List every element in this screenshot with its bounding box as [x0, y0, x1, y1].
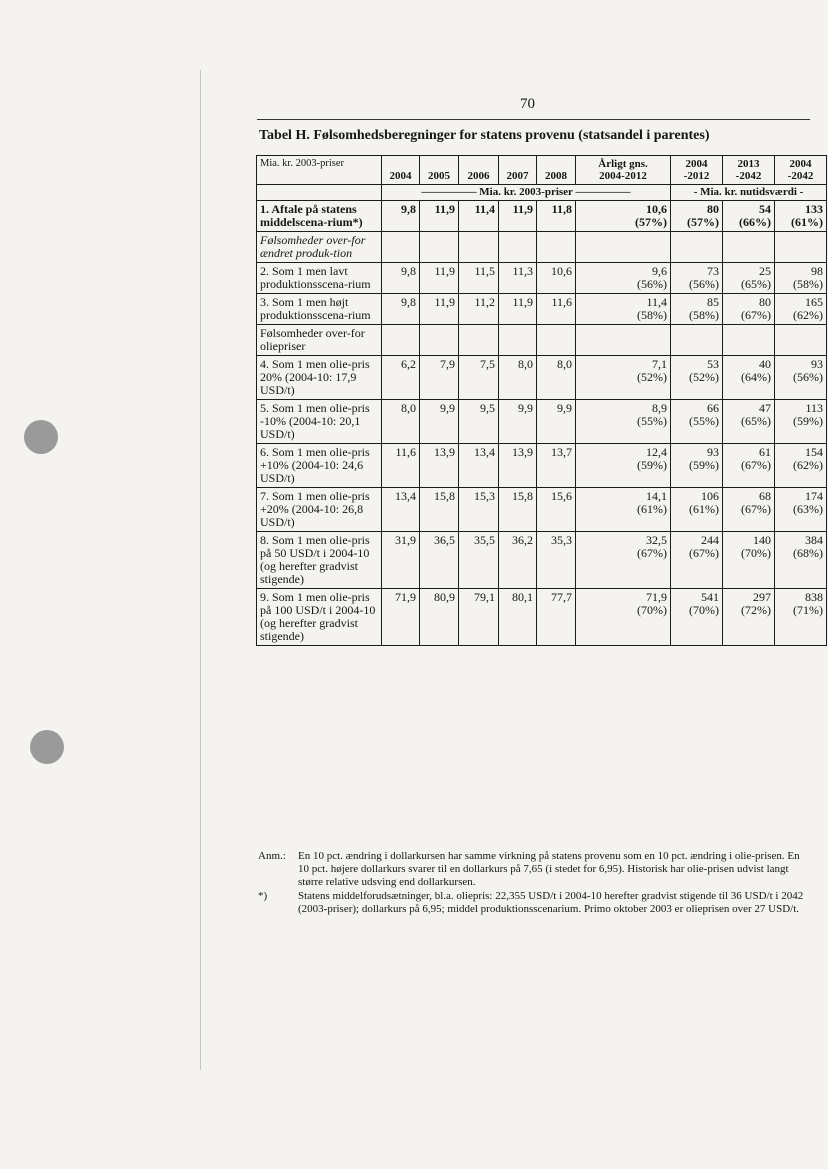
- note: *) Statens middelforudsætninger, bl.a. oliepris: 22,355 USD/t i 2004-10 herefter gradvist stigende til 36 USD/t i 2042 (2003-priser); dollarkurs på 6,95; middel produktionsscenarium. Primo oktober 2003 er olieprisen over 27 USD/t.: [258, 890, 804, 915]
- row-label: 9. Som 1 men olie-pris på 100 USD/t i 2004-10 (og herefter gradvist stigende): [257, 589, 382, 646]
- period-value: 106 (61%): [671, 488, 723, 532]
- year-value: [499, 325, 537, 356]
- year-value: 11,4: [459, 201, 499, 232]
- annual-average: 10,6 (57%): [576, 201, 671, 232]
- note: Anm.: En 10 pct. ændring i dollarkursen har samme virkning på statens provenu som en 10 pct. ændring i olie-prisen. En 10 pct. højere dollarkurs svarer til en dollarkurs på 7,65 (i stedet for 6,95). Historisk har olie-prisen udvist langt større relative udsving end dollarkursen.: [258, 850, 800, 888]
- table-row: [257, 201, 827, 232]
- period-value: 297 (72%): [723, 589, 775, 646]
- year-value: 13,9: [499, 444, 537, 488]
- annual-average: [576, 325, 671, 356]
- period-value: 40 (64%): [723, 356, 775, 400]
- year-value: 80,1: [499, 589, 537, 646]
- year-value: 9,8: [382, 201, 420, 232]
- year-value: 11,8: [537, 201, 576, 232]
- year-value: 11,9: [499, 201, 537, 232]
- year-value: 13,9: [420, 444, 459, 488]
- period-value: 53 (52%): [671, 356, 723, 400]
- header-annual-average: Årligt gns. 2004-2012: [576, 156, 671, 185]
- year-value: 7,5: [459, 356, 499, 400]
- punch-hole-bottom: [30, 730, 64, 764]
- table-caption: Tabel H. Følsomhedsberegninger for statens provenu (statsandel i parentes): [259, 128, 710, 143]
- year-value: [537, 232, 576, 263]
- table-row: [257, 356, 827, 400]
- table-row: [257, 400, 827, 444]
- table-row: [257, 488, 827, 532]
- period-value: 80 (57%): [671, 201, 723, 232]
- table-row: [257, 589, 827, 646]
- period-value: 61 (67%): [723, 444, 775, 488]
- year-value: 11,9: [420, 263, 459, 294]
- year-value: 36,2: [499, 532, 537, 589]
- row-label: Følsomheder over-for oliepriser: [257, 325, 382, 356]
- period-value: 838 (71%): [775, 589, 827, 646]
- period-value: 154 (62%): [775, 444, 827, 488]
- table-row: [257, 294, 827, 325]
- year-value: 77,7: [537, 589, 576, 646]
- period-value: 244 (67%): [671, 532, 723, 589]
- period-value: 140 (70%): [723, 532, 775, 589]
- header-year: 2007: [499, 156, 537, 185]
- year-value: 11,9: [420, 201, 459, 232]
- header-period: 2004 -2012: [671, 156, 723, 185]
- period-value: 165 (62%): [775, 294, 827, 325]
- period-value: [775, 325, 827, 356]
- year-value: 11,6: [537, 294, 576, 325]
- row-label: 1. Aftale på statens middelscena-rium*): [257, 201, 382, 232]
- table-row: [257, 444, 827, 488]
- table-row: [257, 263, 827, 294]
- year-value: [499, 232, 537, 263]
- year-value: 9,5: [459, 400, 499, 444]
- year-value: 35,3: [537, 532, 576, 589]
- period-value: 113 (59%): [775, 400, 827, 444]
- table-notes: [258, 850, 810, 917]
- row-label: 4. Som 1 men olie-pris 20% (2004-10: 17,9 USD/t): [257, 356, 382, 400]
- period-value: 93 (56%): [775, 356, 827, 400]
- period-value: [723, 325, 775, 356]
- row-label: 6. Som 1 men olie-pris +10% (2004-10: 24,6 USD/t): [257, 444, 382, 488]
- year-value: 8,0: [499, 356, 537, 400]
- year-value: 31,9: [382, 532, 420, 589]
- header-rule: [257, 119, 810, 120]
- year-value: 9,8: [382, 294, 420, 325]
- header-year: 2008: [537, 156, 576, 185]
- table-row: [257, 532, 827, 589]
- annual-average: 11,4 (58%): [576, 294, 671, 325]
- header-period: 2004 -2042: [775, 156, 827, 185]
- annual-average: 71,9 (70%): [576, 589, 671, 646]
- punch-hole-top: [24, 420, 58, 454]
- period-value: [671, 232, 723, 263]
- year-value: [382, 232, 420, 263]
- year-value: [382, 325, 420, 356]
- annual-average: 12,4 (59%): [576, 444, 671, 488]
- row-label: 5. Som 1 men olie-pris -10% (2004-10: 20,1 USD/t): [257, 400, 382, 444]
- table-header-row: [257, 156, 827, 185]
- year-value: [420, 232, 459, 263]
- period-value: 541 (70%): [671, 589, 723, 646]
- row-label: 7. Som 1 men olie-pris +20% (2004-10: 26,8 USD/t): [257, 488, 382, 532]
- year-value: 35,5: [459, 532, 499, 589]
- period-value: 47 (65%): [723, 400, 775, 444]
- annual-average: 9,6 (56%): [576, 263, 671, 294]
- year-value: [537, 325, 576, 356]
- year-value: 11,9: [420, 294, 459, 325]
- period-value: 80 (67%): [723, 294, 775, 325]
- header-year: 2006: [459, 156, 499, 185]
- year-value: 15,8: [499, 488, 537, 532]
- year-value: 13,4: [459, 444, 499, 488]
- period-value: 133 (61%): [775, 201, 827, 232]
- period-value: 98 (58%): [775, 263, 827, 294]
- row-label: 3. Som 1 men højt produktionsscena-rium: [257, 294, 382, 325]
- year-value: 6,2: [382, 356, 420, 400]
- row-label: 8. Som 1 men olie-pris på 50 USD/t i 2004-10 (og herefter gradvist stigende): [257, 532, 382, 589]
- period-value: 25 (65%): [723, 263, 775, 294]
- year-value: 36,5: [420, 532, 459, 589]
- unit-row: [257, 185, 827, 201]
- year-value: 80,9: [420, 589, 459, 646]
- year-value: [459, 232, 499, 263]
- year-value: 9,8: [382, 263, 420, 294]
- sensitivity-table: [256, 155, 827, 646]
- year-value: 8,0: [382, 400, 420, 444]
- year-value: 11,2: [459, 294, 499, 325]
- year-value: 13,7: [537, 444, 576, 488]
- section-row: [257, 232, 827, 263]
- unit-left: ————— Mia. kr. 2003-priser —————: [382, 185, 671, 201]
- period-value: 93 (59%): [671, 444, 723, 488]
- period-value: [775, 232, 827, 263]
- header-price-basis: Mia. kr. 2003-priser: [257, 156, 382, 185]
- period-value: 66 (55%): [671, 400, 723, 444]
- year-value: 9,9: [499, 400, 537, 444]
- annual-average: 7,1 (52%): [576, 356, 671, 400]
- year-value: 9,9: [537, 400, 576, 444]
- year-value: 11,6: [382, 444, 420, 488]
- section-row: [257, 325, 827, 356]
- year-value: [459, 325, 499, 356]
- year-value: 11,3: [499, 263, 537, 294]
- annual-average: 32,5 (67%): [576, 532, 671, 589]
- row-label: 2. Som 1 men lavt produktionsscena-rium: [257, 263, 382, 294]
- period-value: 73 (56%): [671, 263, 723, 294]
- page-number: 70: [520, 96, 535, 112]
- year-value: 9,9: [420, 400, 459, 444]
- period-value: 85 (58%): [671, 294, 723, 325]
- annual-average: 8,9 (55%): [576, 400, 671, 444]
- annual-average: 14,1 (61%): [576, 488, 671, 532]
- year-value: 79,1: [459, 589, 499, 646]
- period-value: 174 (63%): [775, 488, 827, 532]
- year-value: 8,0: [537, 356, 576, 400]
- year-value: 7,9: [420, 356, 459, 400]
- period-value: 384 (68%): [775, 532, 827, 589]
- year-value: [420, 325, 459, 356]
- header-period: 2013 -2042: [723, 156, 775, 185]
- year-value: 13,4: [382, 488, 420, 532]
- year-value: 10,6: [537, 263, 576, 294]
- year-value: 11,5: [459, 263, 499, 294]
- header-year: 2005: [420, 156, 459, 185]
- year-value: 15,3: [459, 488, 499, 532]
- period-value: 68 (67%): [723, 488, 775, 532]
- period-value: [671, 325, 723, 356]
- row-label: Følsomheder over-for ændret produk-tion: [257, 232, 382, 263]
- scan-fold-line: [200, 70, 201, 1070]
- year-value: 15,8: [420, 488, 459, 532]
- period-value: 54 (66%): [723, 201, 775, 232]
- year-value: 11,9: [499, 294, 537, 325]
- header-year: 2004: [382, 156, 420, 185]
- year-value: 15,6: [537, 488, 576, 532]
- unit-right: - Mia. kr. nutidsværdi -: [671, 185, 827, 201]
- annual-average: [576, 232, 671, 263]
- period-value: [723, 232, 775, 263]
- year-value: 71,9: [382, 589, 420, 646]
